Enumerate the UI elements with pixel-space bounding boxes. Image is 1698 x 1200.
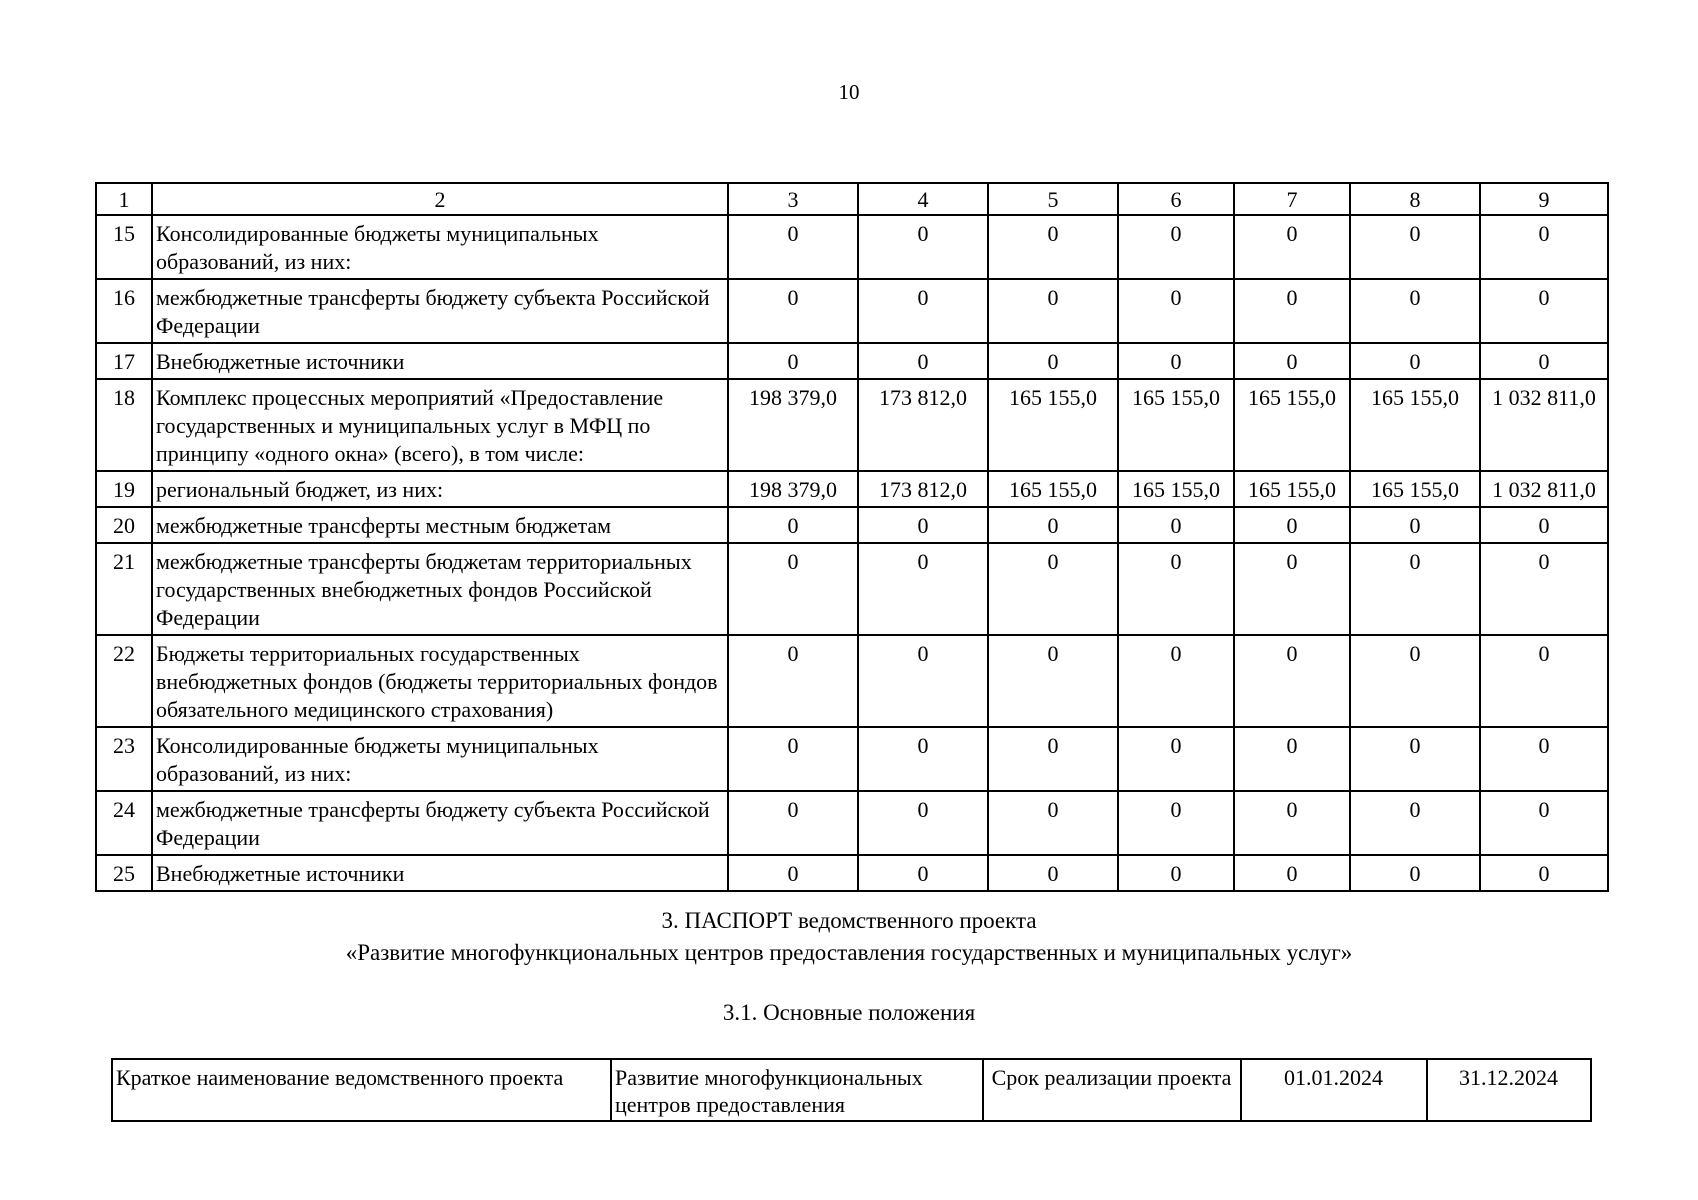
section-title: 3. ПАСПОРТ ведомственного проекта: [661, 908, 1037, 933]
page-number: 10: [838, 80, 860, 104]
table-row: [96, 471, 1608, 507]
row-number: 18: [96, 379, 152, 471]
row-label: межбюджетные трансферты бюджету субъекта Российской Федерации: [152, 791, 728, 855]
table-row: [96, 791, 1608, 855]
cell-value: 0: [1480, 507, 1608, 543]
cell-value: 0: [1118, 855, 1234, 891]
cell-value: 0: [1118, 635, 1234, 727]
cell-value: 0: [1480, 543, 1608, 635]
cell-value: 0: [728, 727, 858, 791]
cell-value: 0: [728, 507, 858, 543]
cell-value: 0: [1118, 727, 1234, 791]
cell-value: 0: [1118, 507, 1234, 543]
cell-value: 0: [1480, 279, 1608, 343]
cell-value: 0: [1480, 727, 1608, 791]
cell-value: 0: [728, 791, 858, 855]
cell-value: 0: [858, 343, 988, 379]
cell-value: 0: [1350, 635, 1480, 727]
cell-value: 165 155,0: [988, 379, 1118, 471]
cell-value: 0: [858, 855, 988, 891]
cell-value: 0: [988, 543, 1118, 635]
cell-value: 0: [1118, 343, 1234, 379]
column-header: 7: [1234, 183, 1350, 215]
cell-value: 1 032 811,0: [1480, 471, 1608, 507]
cell-value: 0: [988, 507, 1118, 543]
cell-value: 165 155,0: [1118, 471, 1234, 507]
period-label: Срок реализации проекта: [983, 1059, 1241, 1121]
cell-value: 0: [728, 855, 858, 891]
row-label: межбюджетные трансферты местным бюджетам: [152, 507, 728, 543]
cell-value: 165 155,0: [1234, 379, 1350, 471]
cell-value: 0: [1234, 635, 1350, 727]
table-row: [96, 279, 1608, 343]
row-label: Комплекс процессных мероприятий «Предоставление государственных и муниципальных услуг в МФЦ по принципу «одного окна» (всего), в том числе:: [152, 379, 728, 471]
row-number: 15: [96, 215, 152, 279]
budget-table-body: [96, 183, 1608, 891]
row-label: Бюджеты территориальных государственных внебюджетных фондов (бюджеты территориальных фондов обязательного медицинского страхования): [152, 635, 728, 727]
cell-value: 0: [1350, 855, 1480, 891]
cell-value: 0: [1350, 791, 1480, 855]
row-label: Консолидированные бюджеты муниципальных образований, из них:: [152, 727, 728, 791]
cell-value: 0: [988, 215, 1118, 279]
column-header: 4: [858, 183, 988, 215]
cell-value: 0: [1350, 215, 1480, 279]
table-row: [96, 543, 1608, 635]
row-label: межбюджетные трансферты бюджету субъекта Российской Федерации: [152, 279, 728, 343]
cell-value: 0: [1234, 215, 1350, 279]
row-label: межбюджетные трансферты бюджетам территориальных государственных внебюджетных фондов Российской Федерации: [152, 543, 728, 635]
cell-value: 0: [1234, 543, 1350, 635]
cell-value: 0: [858, 543, 988, 635]
column-header: 8: [1350, 183, 1480, 215]
cell-value: 0: [1350, 343, 1480, 379]
budget-table: [95, 182, 1609, 892]
cell-value: 0: [728, 543, 858, 635]
end-date: 31.12.2024: [1427, 1059, 1591, 1121]
cell-value: 0: [1480, 855, 1608, 891]
cell-value: 0: [858, 635, 988, 727]
cell-value: 198 379,0: [728, 471, 858, 507]
column-header: 6: [1118, 183, 1234, 215]
cell-value: 0: [1118, 215, 1234, 279]
cell-value: 173 812,0: [858, 379, 988, 471]
row-number: 23: [96, 727, 152, 791]
cell-value: 165 155,0: [1350, 471, 1480, 507]
table-row: [96, 215, 1608, 279]
row-label: Внебюджетные источники: [152, 343, 728, 379]
row-number: 19: [96, 471, 152, 507]
cell-value: 0: [1480, 343, 1608, 379]
cell-value: 0: [1480, 635, 1608, 727]
cell-value: 0: [728, 215, 858, 279]
cell-value: 0: [728, 635, 858, 727]
cell-value: 0: [988, 635, 1118, 727]
cell-value: 0: [858, 215, 988, 279]
cell-value: 0: [988, 343, 1118, 379]
cell-value: 0: [1118, 279, 1234, 343]
cell-value: 0: [988, 791, 1118, 855]
cell-value: 165 155,0: [988, 471, 1118, 507]
cell-value: 0: [1234, 791, 1350, 855]
cell-value: 0: [858, 791, 988, 855]
column-header: 2: [152, 183, 728, 215]
cell-value: 0: [988, 855, 1118, 891]
passport-table: [111, 1058, 1592, 1122]
cell-value: 0: [858, 727, 988, 791]
cell-value: 0: [1480, 215, 1608, 279]
cell-value: 0: [1480, 791, 1608, 855]
table-row: [96, 379, 1608, 471]
row-number: 24: [96, 791, 152, 855]
row-number: 16: [96, 279, 152, 343]
cell-value: 0: [1118, 791, 1234, 855]
cell-value: 0: [1350, 507, 1480, 543]
cell-value: 0: [1350, 543, 1480, 635]
cell-value: 1 032 811,0: [1480, 379, 1608, 471]
cell-value: 173 812,0: [858, 471, 988, 507]
row-label: Внебюджетные источники: [152, 855, 728, 891]
cell-value: 0: [1234, 279, 1350, 343]
row-number: 17: [96, 343, 152, 379]
column-header: 9: [1480, 183, 1608, 215]
short-name-label: Краткое наименование ведомственного проекта: [112, 1059, 611, 1121]
cell-value: 0: [988, 279, 1118, 343]
table-row: [96, 855, 1608, 891]
column-header: 3: [728, 183, 858, 215]
table-row: [96, 635, 1608, 727]
table-row: [96, 343, 1608, 379]
cell-value: 165 155,0: [1234, 471, 1350, 507]
row-number: 20: [96, 507, 152, 543]
project-name-title: «Развитие многофункциональных центров предоставления государственных и муниципальных услуг»: [345, 940, 1353, 965]
cell-value: 0: [728, 279, 858, 343]
short-name-value: Развитие многофункциональных центров предоставления: [611, 1059, 983, 1121]
cell-value: 0: [1350, 727, 1480, 791]
cell-value: 165 155,0: [1350, 379, 1480, 471]
row-label: Консолидированные бюджеты муниципальных образований, из них:: [152, 215, 728, 279]
cell-value: 0: [1350, 279, 1480, 343]
column-header: 1: [96, 183, 152, 215]
column-header: 5: [988, 183, 1118, 215]
cell-value: 198 379,0: [728, 379, 858, 471]
cell-value: 0: [1118, 543, 1234, 635]
cell-value: 0: [858, 507, 988, 543]
passport-row: [112, 1059, 1591, 1121]
cell-value: 0: [1234, 343, 1350, 379]
row-number: 22: [96, 635, 152, 727]
subsection-title: 3.1. Основные положения: [722, 1000, 976, 1025]
row-number: 21: [96, 543, 152, 635]
cell-value: 0: [1234, 507, 1350, 543]
table-header-row: [96, 183, 1608, 215]
cell-value: 0: [1234, 855, 1350, 891]
table-row: [96, 507, 1608, 543]
cell-value: 0: [858, 279, 988, 343]
cell-value: 165 155,0: [1118, 379, 1234, 471]
cell-value: 0: [988, 727, 1118, 791]
start-date: 01.01.2024: [1241, 1059, 1427, 1121]
cell-value: 0: [1234, 727, 1350, 791]
cell-value: 0: [728, 343, 858, 379]
table-row: [96, 727, 1608, 791]
row-number: 25: [96, 855, 152, 891]
row-label: региональный бюджет, из них:: [152, 471, 728, 507]
